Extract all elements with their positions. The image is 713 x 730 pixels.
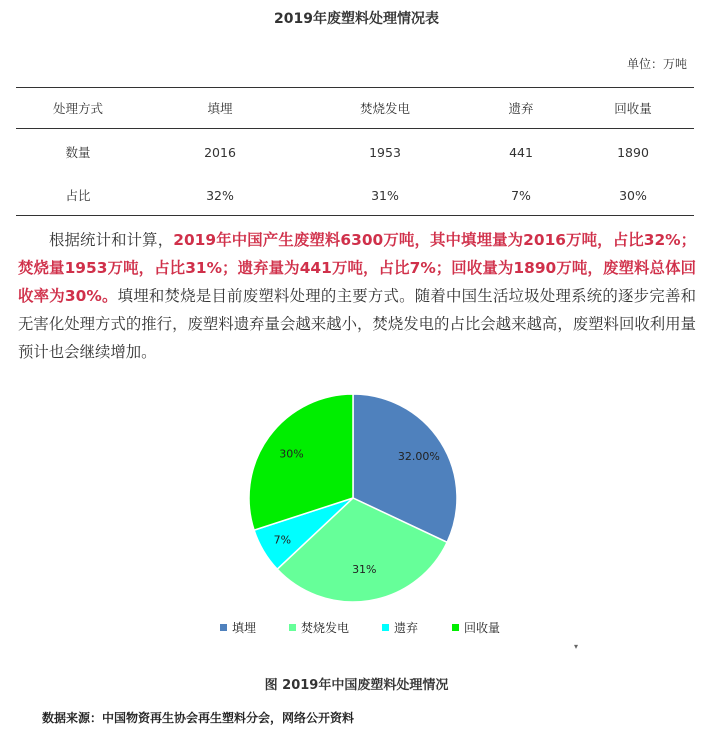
table-cell: 32%: [140, 175, 300, 216]
legend-label: 焚烧发电: [301, 621, 350, 635]
pie-chart: [0, 380, 713, 650]
legend-item: [382, 619, 418, 636]
header-cell: 回收量: [572, 88, 694, 129]
header-cell: 焚烧发电: [300, 88, 470, 129]
body-paragraph: [18, 226, 696, 366]
pie-data-label: 31%: [352, 563, 377, 577]
table-cell: 占比: [16, 175, 140, 216]
table-cell: 441: [509, 144, 533, 160]
pie-data-label: 7%: [273, 533, 292, 547]
table-header-row: [16, 88, 694, 129]
paragraph-highlight: 2019年中国产生废塑料6300万吨，其中填埋量为2016万吨，占比32%；焚烧量1953万吨，占比31%；遗弃量为441万吨，占比7%；回收量为1890万吨，废塑料总体回收率为30%。: [18, 231, 696, 305]
figure-caption: 图 2019年中国废塑料处理情况: [264, 678, 449, 693]
table-cell: 1953: [369, 144, 401, 160]
unit-label: 单位：万吨: [626, 57, 687, 71]
table-cell: 数量: [65, 145, 91, 160]
header-cell: 遗弃: [470, 88, 572, 129]
paragraph-rest: 填埋和焚烧是目前废塑料处理的主要方式。随着中国生活垃圾处理系统的逐步完善和无害化处理方式的推行，废塑料遗弃量会越来越小，焚烧发电的占比会越来越高，废塑料回收利用量预计也会继续增加。: [18, 287, 696, 361]
paragraph-intro: 根据统计和计算，: [49, 231, 174, 249]
table-cell: 2016: [204, 144, 236, 160]
table-title: 2019年废塑料处理情况表: [274, 11, 439, 27]
small-mark: ▾: [574, 642, 579, 651]
legend-label: 遗弃: [394, 621, 419, 635]
table-row: [16, 129, 694, 176]
table-row: [16, 175, 694, 216]
header-cell: 填埋: [140, 88, 300, 129]
legend-label: 填埋: [232, 621, 257, 635]
chart-legend: [0, 619, 713, 639]
legend-label: 回收量: [464, 621, 501, 635]
legend-item: [289, 619, 349, 636]
header-cell: 处理方式: [16, 88, 140, 129]
data-source: 数据来源：中国物资再生协会再生塑料分会，网络公开资料: [42, 711, 355, 725]
table-cell: 30%: [572, 175, 694, 216]
legend-item: [452, 619, 500, 636]
legend-swatch: [289, 624, 296, 631]
table-cell: 7%: [470, 175, 572, 216]
pie-data-label: 30%: [279, 447, 304, 461]
pie-data-label: 32.00%: [397, 450, 440, 464]
legend-item: [220, 619, 256, 636]
legend-swatch: [382, 624, 389, 631]
table-cell: 31%: [300, 175, 470, 216]
legend-swatch: [220, 624, 227, 631]
table-cell: 1890: [617, 144, 649, 160]
data-table: [16, 87, 694, 216]
legend-swatch: [452, 624, 459, 631]
